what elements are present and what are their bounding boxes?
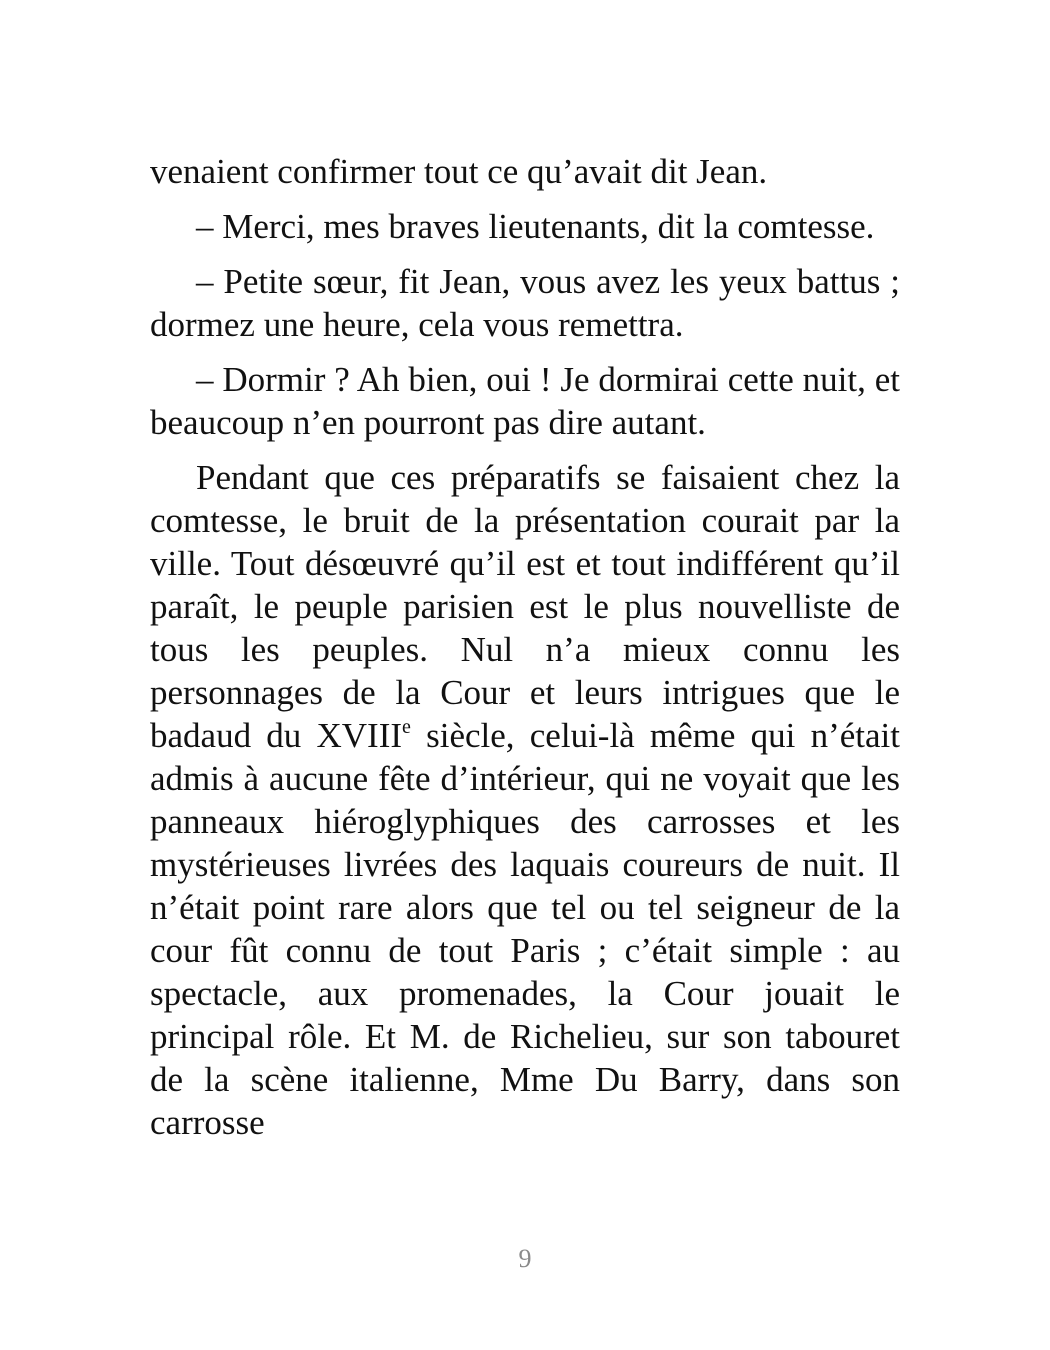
century-superscript: e [402, 716, 411, 738]
paragraph-narrative [150, 456, 900, 1144]
narrative-text-part1: Pendant que ces préparatifs se faisaient chez la comtesse, le bruit de la présentation courait par la ville. Tout désœuvré qu’il est et tout indifférent qu’il paraît, le peuple parisien est le plus nouvelliste de tous les peuples. Nul n’a mieux connu les personnages de la Cour et leurs intrigues que le badaud du XVIII [150, 458, 900, 755]
page-body [150, 150, 900, 1144]
paragraph-dialogue-dormir: – Dormir ? Ah bien, oui ! Je dormirai cette nuit, et beaucoup n’en pourront pas dire autant. [150, 360, 900, 442]
narrative-text-part2: siècle, celui-là même qui n’était admis à aucune fête d’intérieur, qui ne voyait que les panneaux hiéroglyphiques des carrosses et les mystérieuses livrées des laquais coureurs de nuit. Il n’était point rare alors que tel ou tel seigneur de la cour fût connu de tout Paris ; c’était simple : au spectacle, aux promenades, la Cour jouait le principal rôle. Et M. de Richelieu, sur son tabouret de la scène italienne, Mme Du Barry, dans son carrosse [150, 716, 900, 1142]
paragraph-dialogue-merci: – Merci, mes braves lieutenants, dit la comtesse. [196, 207, 875, 246]
paragraph-dialogue-petite-soeur: – Petite sœur, fit Jean, vous avez les yeux battus ; dormez une heure, cela vous remettra. [150, 262, 900, 344]
paragraph-continuation: venaient confirmer tout ce qu’avait dit Jean. [150, 152, 768, 191]
page-number: 9 [518, 1244, 532, 1273]
